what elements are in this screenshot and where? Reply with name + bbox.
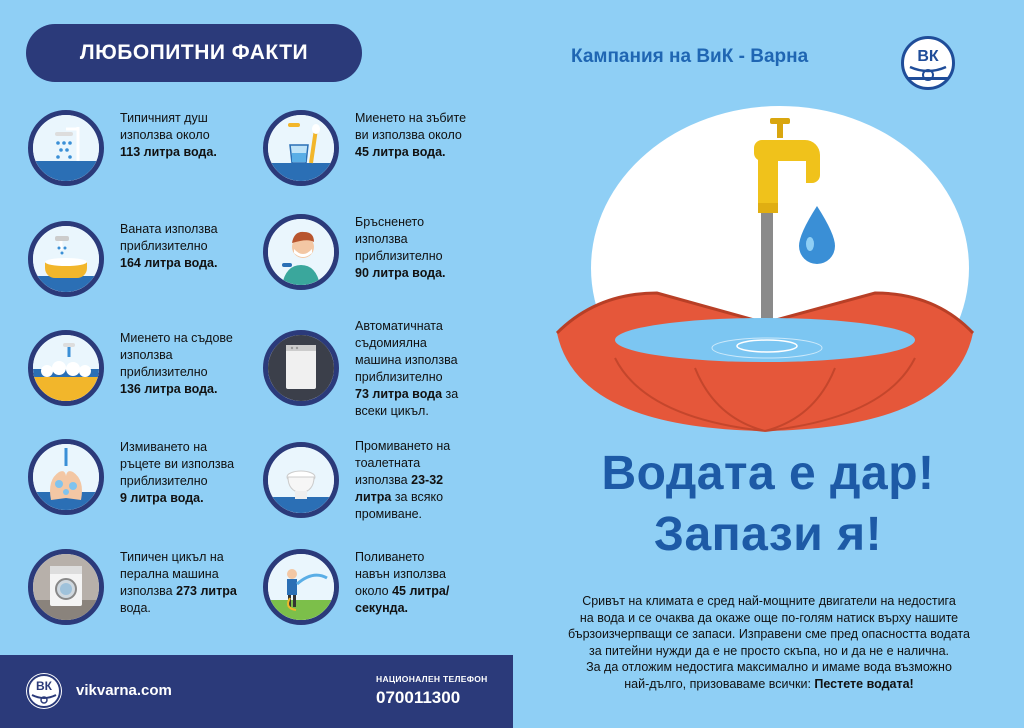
- fact-text-line: използва: [355, 232, 408, 246]
- fact-text-line: Поливането: [355, 550, 425, 564]
- fact-text-line: използва: [120, 584, 177, 598]
- campaign-paragraph: [541, 593, 997, 692]
- fact-text-line: Типичният душ: [120, 111, 208, 125]
- fact-dishes: [28, 330, 248, 406]
- fact-shower: [28, 110, 248, 186]
- fact-text-line: Автоматичната: [355, 319, 443, 333]
- fact-text-line: приблизително: [120, 365, 208, 379]
- fact-amount: 90 литра вода.: [355, 266, 446, 280]
- phone-number[interactable]: 070011300: [376, 688, 461, 707]
- fact-amount: 9 литра вода.: [120, 491, 204, 505]
- fact-washing-machine: [28, 549, 248, 625]
- fact-amount: 73 литра вода: [355, 387, 443, 401]
- paragraph-line: за питейни нужди да е не просто скъпа, но и да не е налична.: [588, 643, 950, 658]
- fact-text-line: промиване.: [355, 507, 423, 521]
- fact-text-line: тоалетната: [355, 456, 421, 470]
- fact-text-line: приблизително: [120, 239, 208, 253]
- toilet-icon: [263, 442, 339, 518]
- fact-text-line: ръцете ви използва: [120, 457, 235, 471]
- fact-text-line: за всяко: [391, 490, 444, 504]
- shaving-icon: [263, 214, 339, 290]
- fact-amount: 273 литра: [176, 584, 237, 598]
- fact-text-line: около: [355, 584, 393, 598]
- paragraph-line: Сривът на климата е сред най-мощните двигатели на недостига: [582, 594, 956, 608]
- slogan-line-2: Запази я!: [653, 508, 883, 561]
- fact-amount: 45 литра/: [392, 584, 450, 598]
- fact-text-line: машина използва: [355, 353, 458, 367]
- fact-amount: 45 литра вода.: [355, 145, 446, 159]
- shower-icon: [28, 110, 104, 186]
- fact-text-line: перална машина: [120, 567, 219, 581]
- fact-text-line: всеки цикъл.: [355, 404, 429, 418]
- garden-hose-icon: [263, 549, 339, 625]
- fact-amount: литра: [355, 490, 392, 504]
- dishwasher-icon: [263, 330, 339, 406]
- fact-text-line: Миенето на зъбите: [355, 111, 467, 125]
- fact-text-line: Измиването на: [120, 440, 208, 454]
- fact-text-line: приблизително: [355, 249, 443, 263]
- fact-text-line: Ваната използва: [120, 222, 218, 236]
- paragraph-line: бързоизчерпващи се запаси. Изправени сме пред опасността водата: [568, 627, 970, 641]
- bathtub-icon: [28, 221, 104, 297]
- fact-text-line: съдомиялна: [355, 336, 427, 350]
- fact-handwash: [28, 439, 248, 515]
- fact-text-line: за: [442, 387, 459, 401]
- umbrella-tap-illustration: [555, 108, 975, 438]
- paragraph-line: най-дълго, призоваваме всички:: [624, 676, 815, 691]
- facts-title: ЛЮБОПИТНИ ФАКТИ: [26, 24, 362, 82]
- fact-amount: 113 литра вода.: [120, 145, 217, 159]
- fact-text-line: използва: [120, 348, 173, 362]
- fact-text-line: навън използва: [355, 567, 446, 581]
- slogan-line-1: Водата е дар!: [601, 447, 935, 500]
- fact-text-line: използва: [355, 473, 412, 487]
- campaign-title: Кампания на ВиК - Варна: [571, 46, 809, 67]
- fact-text-line: ви използва около: [355, 128, 462, 142]
- fact-amount: 164 литра вода.: [120, 256, 218, 270]
- fact-text-line: приблизително: [120, 474, 208, 488]
- fact-amount: 23-32: [411, 473, 444, 487]
- fact-text-line: вода.: [120, 601, 151, 615]
- dishes-icon: [28, 330, 104, 406]
- svg-text:ВК: ВК: [917, 48, 939, 65]
- vik-logo-icon: [901, 36, 955, 90]
- fact-text-line: Миенето на съдове: [120, 331, 233, 345]
- fact-text-line: Бръсненето: [355, 215, 425, 229]
- fact-text-line: Типичен цикъл на: [120, 550, 224, 564]
- fact-text-line: Промиването на: [355, 439, 451, 453]
- toothbrush-icon: [263, 110, 339, 186]
- paragraph-line: на вода и се очаква да окаже още по-голям натиск върху нашите: [579, 610, 959, 625]
- paragraph-line: За да отложим недостига максимално и имаме вода възможно: [586, 660, 952, 674]
- washing-machine-icon: [28, 549, 104, 625]
- svg-text:ВК: ВК: [36, 679, 52, 693]
- fact-dishwasher: [263, 319, 483, 420]
- vik-logo-icon: [26, 673, 62, 709]
- website-link[interactable]: vikvarna.com: [76, 682, 172, 699]
- fact-amount: секунда.: [355, 601, 409, 615]
- fact-garden-hose: [263, 549, 483, 625]
- fact-amount: 136 литра вода.: [120, 382, 218, 396]
- national-phone-label: НАЦИОНАЛЕН ТЕЛЕФОН: [376, 674, 488, 684]
- fact-shaving: [263, 214, 483, 290]
- fact-bathtub: [28, 221, 248, 297]
- paragraph-call-to-action: Пестете водата!: [814, 676, 914, 691]
- handwash-icon: [28, 439, 104, 515]
- fact-text-line: приблизително: [355, 370, 443, 384]
- fact-toothbrush: [263, 110, 483, 186]
- footer-bar: [0, 655, 513, 728]
- fact-toilet: [263, 439, 483, 523]
- fact-text-line: използва около: [120, 128, 210, 142]
